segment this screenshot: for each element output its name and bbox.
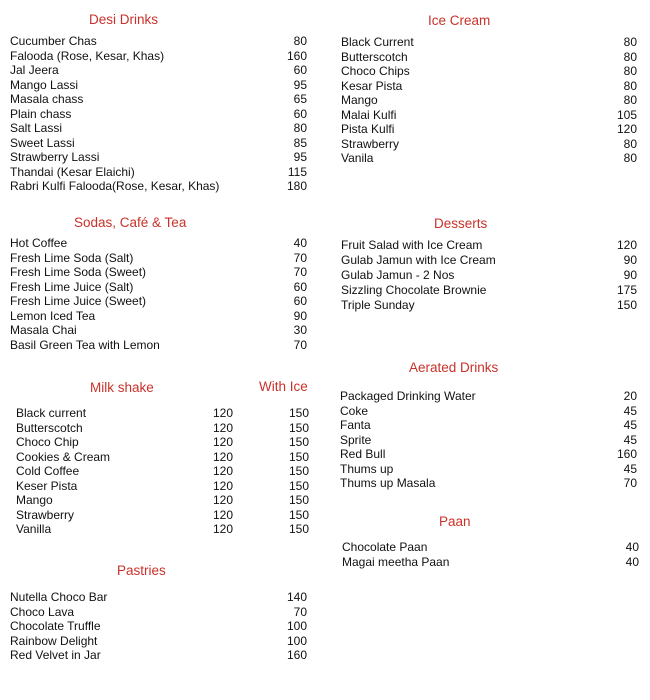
menu-item xyxy=(341,122,637,137)
menu-item xyxy=(16,522,309,537)
menu-item xyxy=(10,265,307,280)
item-price: 80 xyxy=(623,35,637,49)
menu-item xyxy=(16,493,309,508)
item-price: 60 xyxy=(293,63,307,77)
menu-item xyxy=(16,450,309,465)
milkshake-list xyxy=(16,406,309,537)
item-price: 30 xyxy=(293,323,307,337)
menu-item xyxy=(10,634,307,649)
menu-item xyxy=(341,108,637,123)
item-price: 40 xyxy=(625,554,639,569)
menu-item xyxy=(10,619,307,634)
item-name: Gulab Jamun with Ice Cream xyxy=(341,253,496,267)
section-ice-cream xyxy=(341,13,637,168)
item-name: Basil Green Tea with Lemon xyxy=(10,337,160,352)
menu-item xyxy=(16,479,309,494)
item-price: 70 xyxy=(293,250,307,265)
item-price: 80 xyxy=(623,93,637,107)
item-price: 120 xyxy=(212,493,233,507)
item-price: 80 xyxy=(623,136,637,151)
item-price: 95 xyxy=(293,77,307,92)
item-name: Masala Chai xyxy=(10,323,77,337)
item-price: 70 xyxy=(293,265,307,279)
item-name: Cookies & Cream xyxy=(16,449,111,464)
item-name: Fresh Lime Juice (Salt) xyxy=(10,279,134,294)
menu-item xyxy=(16,406,309,421)
menu-item xyxy=(341,238,637,253)
item-price: 45 xyxy=(623,432,637,447)
menu-item xyxy=(340,447,637,462)
item-price: 160 xyxy=(286,48,307,63)
item-price: 45 xyxy=(623,403,637,418)
menu-item xyxy=(341,268,637,283)
item-name: Choco Lava xyxy=(10,604,75,619)
item-price: 120 xyxy=(212,406,233,420)
menu-item xyxy=(341,93,637,108)
menu-item xyxy=(340,418,637,433)
menu-item xyxy=(341,50,637,65)
item-name: Coke xyxy=(340,403,369,418)
item-price: 85 xyxy=(293,135,307,150)
menu-item xyxy=(341,35,637,50)
item-name: Salt Lassi xyxy=(10,121,63,135)
item-name: Choco Chip xyxy=(16,435,79,449)
item-price: 120 xyxy=(212,420,233,435)
menu-item xyxy=(10,338,307,353)
menu-item xyxy=(340,476,637,491)
section-desi-drinks xyxy=(10,12,307,197)
item-name: Strawberry xyxy=(341,136,400,151)
item-name: Strawberry xyxy=(16,507,75,522)
item-name: Black Current xyxy=(341,35,414,49)
item-name: Butterscotch xyxy=(16,420,83,435)
item-name: Cold Coffee xyxy=(16,464,80,478)
item-price: 120 xyxy=(212,435,233,449)
item-name: Chocolate Paan xyxy=(342,540,428,554)
section-title-aerated: Aerated Drinks xyxy=(409,360,499,375)
item-name: Fruit Salad with Ice Cream xyxy=(341,238,483,252)
item-price: 120 xyxy=(616,238,637,252)
item-price: 60 xyxy=(293,294,307,308)
item-name: Rabri Kulfi Falooda(Rose, Kesar, Khas) xyxy=(10,179,220,193)
item-name: Fresh Lime Juice (Sweet) xyxy=(10,294,147,308)
item-price-with-ice: 150 xyxy=(288,478,309,493)
item-price-with-ice: 150 xyxy=(288,522,309,536)
item-price: 140 xyxy=(286,590,307,604)
item-price: 150 xyxy=(616,298,637,312)
item-price-with-ice: 150 xyxy=(288,464,309,478)
item-name: Malai Kulfi xyxy=(341,107,397,122)
menu-item xyxy=(341,151,637,166)
item-name: Nutella Choco Bar xyxy=(10,590,108,604)
item-price-with-ice: 150 xyxy=(288,507,309,522)
section-title-desserts: Desserts xyxy=(434,216,488,231)
item-price: 120 xyxy=(212,522,233,536)
item-price: 20 xyxy=(623,389,637,403)
item-price: 80 xyxy=(623,151,637,165)
menu-item xyxy=(10,323,307,338)
menu-item xyxy=(10,136,307,151)
menu-item xyxy=(10,294,307,309)
item-price: 95 xyxy=(293,150,307,164)
item-price: 175 xyxy=(616,283,637,297)
menu-item xyxy=(10,605,307,620)
section-title-with-ice: With Ice xyxy=(259,379,308,394)
section-pastries xyxy=(10,563,307,668)
item-price: 105 xyxy=(616,107,637,122)
menu-item xyxy=(341,283,637,298)
item-name: Hot Coffee xyxy=(10,236,68,250)
item-name: Butterscotch xyxy=(341,49,408,64)
section-title-pastries: Pastries xyxy=(117,563,166,578)
item-name: Vanila xyxy=(341,151,374,165)
menu-item xyxy=(10,34,307,49)
paan-list xyxy=(342,540,639,569)
menu-item xyxy=(10,92,307,107)
item-name: Fresh Lime Soda (Salt) xyxy=(10,250,134,265)
menu-item xyxy=(341,64,637,79)
item-name: Pista Kulfi xyxy=(341,122,395,136)
item-name: Mango xyxy=(341,93,378,107)
item-name: Jal Jeera xyxy=(10,63,59,77)
item-name: Lemon Iced Tea xyxy=(10,308,96,323)
menu-item xyxy=(341,253,637,268)
item-name: Vanilla xyxy=(16,522,52,536)
menu-item xyxy=(10,236,307,251)
desi-drinks-list xyxy=(10,34,307,194)
section-paan xyxy=(342,514,639,574)
menu-item xyxy=(340,389,637,404)
item-price: 80 xyxy=(623,64,637,78)
item-name: Sizzling Chocolate Brownie xyxy=(341,283,487,297)
menu-item xyxy=(10,107,307,122)
menu-item xyxy=(340,433,637,448)
item-price: 60 xyxy=(293,279,307,294)
item-price-with-ice: 150 xyxy=(288,449,309,464)
menu-item xyxy=(10,78,307,93)
item-name: Strawberry Lassi xyxy=(10,150,100,164)
item-name: Kesar Pista xyxy=(341,78,403,93)
menu-item xyxy=(10,648,307,663)
item-name: Thandai (Kesar Elaichi) xyxy=(10,164,135,179)
item-name: Rainbow Delight xyxy=(10,633,98,648)
item-price: 120 xyxy=(212,464,233,478)
item-name: Triple Sunday xyxy=(341,298,415,312)
item-name: Masala chass xyxy=(10,92,84,106)
section-sodas-cafe-tea xyxy=(10,215,307,355)
menu-item xyxy=(342,540,639,555)
item-price: 120 xyxy=(616,122,637,136)
menu-item xyxy=(10,121,307,136)
item-price: 80 xyxy=(623,49,637,64)
menu-item xyxy=(16,508,309,523)
item-name: Thums up xyxy=(340,461,394,476)
item-price: 80 xyxy=(293,121,307,135)
menu-item xyxy=(340,462,637,477)
item-name: Sweet Lassi xyxy=(10,135,75,150)
item-price: 120 xyxy=(212,507,233,522)
item-name: Red Velvet in Jar xyxy=(10,648,101,662)
menu-item xyxy=(341,79,637,94)
item-price-with-ice: 150 xyxy=(288,493,309,507)
menu-item xyxy=(10,165,307,180)
item-price: 90 xyxy=(623,268,637,282)
item-price: 65 xyxy=(293,92,307,106)
item-price: 45 xyxy=(623,418,637,432)
item-name: Red Bull xyxy=(340,447,386,461)
menu-item xyxy=(10,309,307,324)
item-name: Magai meetha Paan xyxy=(342,554,450,569)
item-price: 160 xyxy=(286,648,307,662)
menu-item xyxy=(10,590,307,605)
menu-item xyxy=(10,179,307,194)
pastries-list xyxy=(10,590,307,663)
item-name: Choco Chips xyxy=(341,64,410,78)
item-price-with-ice: 150 xyxy=(288,420,309,435)
desserts-list xyxy=(341,238,637,313)
item-price-with-ice: 150 xyxy=(288,406,309,420)
item-name: Falooda (Rose, Kesar, Khas) xyxy=(10,48,165,63)
item-price: 80 xyxy=(293,34,307,48)
section-milkshake xyxy=(16,380,316,540)
section-desserts xyxy=(341,216,637,316)
item-name: Plain chass xyxy=(10,106,72,121)
item-price: 40 xyxy=(625,540,639,554)
section-title-milkshake: Milk shake xyxy=(90,380,154,395)
item-name: Sprite xyxy=(340,432,372,447)
menu-item xyxy=(340,404,637,419)
item-price: 160 xyxy=(616,447,637,461)
menu-item xyxy=(16,421,309,436)
item-price: 90 xyxy=(623,253,637,267)
aerated-list xyxy=(340,389,637,491)
section-aerated-drinks xyxy=(340,360,637,495)
item-price: 60 xyxy=(293,106,307,121)
item-price: 100 xyxy=(286,633,307,648)
item-name: Mango Lassi xyxy=(10,77,79,92)
item-price: 120 xyxy=(212,449,233,464)
item-name: Fanta xyxy=(340,418,371,432)
section-title-sodas: Sodas, Café & Tea xyxy=(74,215,187,230)
item-price: 70 xyxy=(623,476,637,490)
menu-item xyxy=(341,137,637,152)
item-price: 40 xyxy=(293,236,307,250)
sodas-list xyxy=(10,236,307,352)
item-price: 80 xyxy=(623,78,637,93)
item-price: 90 xyxy=(293,308,307,323)
section-title-desi-drinks: Desi Drinks xyxy=(89,12,159,27)
menu-item xyxy=(10,150,307,165)
item-price: 45 xyxy=(623,461,637,476)
item-name: Mango xyxy=(16,493,53,507)
item-price-with-ice: 150 xyxy=(288,435,309,449)
item-price: 120 xyxy=(212,478,233,493)
section-title-ice-cream: Ice Cream xyxy=(428,13,491,28)
menu-item xyxy=(10,251,307,266)
item-price: 180 xyxy=(286,179,307,193)
menu-item xyxy=(10,280,307,295)
ice-cream-list xyxy=(341,35,637,166)
menu-item xyxy=(16,435,309,450)
item-price: 100 xyxy=(286,619,307,633)
item-price: 115 xyxy=(287,164,307,179)
item-name: Fresh Lime Soda (Sweet) xyxy=(10,265,147,279)
section-title-paan: Paan xyxy=(439,514,471,529)
menu-item xyxy=(341,298,637,313)
item-price: 70 xyxy=(293,337,307,352)
item-name: Gulab Jamun - 2 Nos xyxy=(341,268,455,282)
menu-item xyxy=(10,63,307,78)
item-name: Cucumber Chas xyxy=(10,34,97,48)
item-price: 70 xyxy=(293,604,307,619)
item-name: Black current xyxy=(16,406,87,420)
menu-item xyxy=(342,555,639,570)
menu-item xyxy=(10,49,307,64)
item-name: Chocolate Truffle xyxy=(10,619,101,633)
menu-item xyxy=(16,464,309,479)
item-name: Keser Pista xyxy=(16,478,78,493)
item-name: Packaged Drinking Water xyxy=(340,389,476,403)
item-name: Thums up Masala xyxy=(340,476,436,490)
